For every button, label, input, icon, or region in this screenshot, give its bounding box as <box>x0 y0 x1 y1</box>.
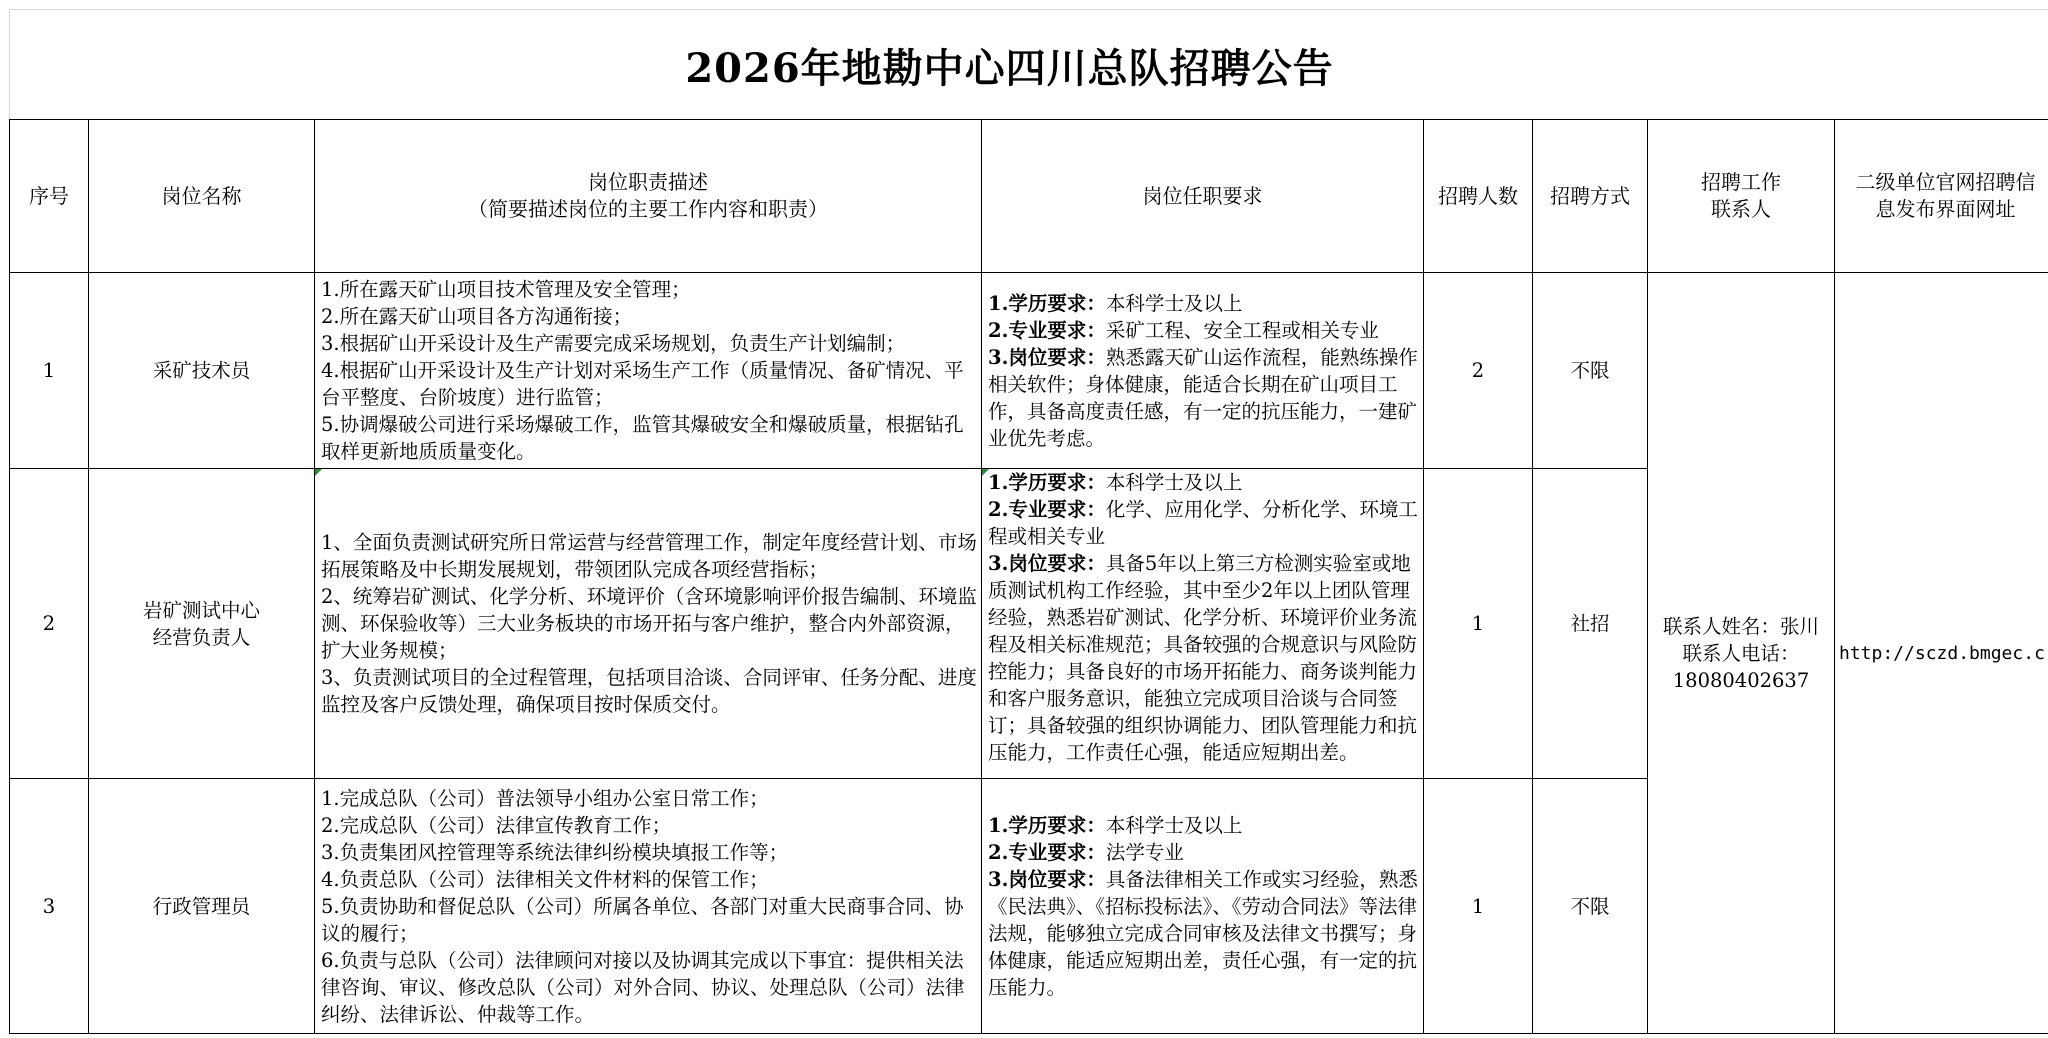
duty-item: 4.负责总队（公司）法律相关文件材料的保管工作； <box>321 867 769 891</box>
duty-item: 3.负责集团风控管理等系统法律纠纷模块填报工作等； <box>321 840 789 864</box>
requirement-text: 法学专业 <box>1105 840 1184 864</box>
duty-item: 2、统筹岩矿测试、化学分析、环境评价（含环境影响评价报告编制、环境监测、环保验收等）三大业务板块的市场开拓与客户维护，整合内外部资源，扩大业务规模； <box>321 585 977 662</box>
duty-item: 2.所在露天矿山项目各方沟通衔接； <box>321 305 633 328</box>
requirement-item <box>988 866 1419 1001</box>
row-position <box>89 469 315 779</box>
header-duties-line1: 岗位职责描述 <box>588 170 708 194</box>
header-contact-line1: 招聘工作 <box>1701 170 1781 194</box>
duty-item: 6.负责与总队（公司）法律顾问对接以及协调其完成以下事宜：提供相关法律咨询、审议、修改总队（公司）对外合同、协议、处理总队（公司）法律纠纷、法律诉讼、仲裁等工作。 <box>321 948 965 1026</box>
row-requirements <box>982 273 1424 469</box>
requirement-label: 3.岗位要求： <box>988 552 1106 575</box>
contact-phone-label: 联系人电话： <box>1682 641 1800 665</box>
row-count: 1 <box>1424 469 1533 779</box>
header-method: 招聘方式 <box>1533 120 1648 273</box>
row-seq: 3 <box>10 779 89 1034</box>
row-position <box>89 273 315 469</box>
duty-item: 2.完成总队（公司）法律宣传教育工作； <box>321 813 672 837</box>
row-requirements <box>982 469 1424 779</box>
requirement-item <box>988 344 1419 452</box>
requirement-label: 1.学历要求： <box>988 471 1106 494</box>
requirement-item <box>988 839 1419 866</box>
url-cell <box>1835 273 2048 1034</box>
requirement-label: 2.专业要求： <box>988 498 1106 521</box>
requirement-text: 本科学士及以上 <box>1105 813 1243 837</box>
header-url-line2: 息发布界面网址 <box>1875 197 2016 221</box>
duty-item: 3.根据矿山开采设计及生产需要完成采场规划，负责生产计划编制； <box>321 332 906 355</box>
page-title: 2026年地勘中心四川总队招聘公告 <box>685 44 1334 92</box>
duty-item: 5.负责协助和督促总队（公司）所属各单位、各部门对重大民商事合同、协议的履行； <box>321 894 964 945</box>
row-count: 1 <box>1424 779 1533 1034</box>
row-duties <box>315 779 982 1034</box>
row-method: 不限 <box>1533 273 1648 469</box>
header-url <box>1835 120 2048 273</box>
requirement-text: 本科学士及以上 <box>1105 291 1243 315</box>
header-contact-line2: 联系人 <box>1711 197 1771 221</box>
requirement-item <box>988 290 1419 317</box>
requirement-text: 具备5年以上第三方检测实验室或地质测试机构工作经验，其中至少2年以上团队管理经验，熟悉岩矿测试、化学分析、环境评价业务流程及相关标准规范；具备较强的合规意识与风险防控能力；具备良好的市场开拓能力、商务谈判能力和客户服务意识，能独立完成项目洽谈与合同签订；具备较强的组织协调能力、团队管理能力和抗压能力，工作责任心强，能适应短期出差。 <box>988 552 1418 764</box>
requirement-label: 1.学历要求： <box>988 291 1106 315</box>
row-method: 社招 <box>1533 469 1648 779</box>
header-seq: 序号 <box>10 120 89 273</box>
recruitment-table <box>9 119 2048 1034</box>
header-row <box>10 120 2048 273</box>
contact-cell <box>1648 273 1835 1034</box>
requirement-item <box>988 812 1419 839</box>
header-requirements: 岗位任职要求 <box>982 120 1424 273</box>
row-duties <box>315 273 982 469</box>
duty-item: 1.完成总队（公司）普法领导小组办公室日常工作； <box>321 786 769 810</box>
header-count: 招聘人数 <box>1424 120 1533 273</box>
duty-item: 5.协调爆破公司进行采场爆破工作，监管其爆破安全和爆破质量，根据钻孔取样更新地质质量变化。 <box>321 413 964 463</box>
row-requirements <box>982 779 1424 1034</box>
position-line1: 采矿技术员 <box>152 359 251 382</box>
requirement-label: 1.学历要求： <box>988 813 1106 837</box>
row-position <box>89 779 315 1034</box>
requirement-label: 3.岗位要求： <box>988 867 1106 891</box>
requirement-text: 采矿工程、安全工程或相关专业 <box>1105 318 1379 342</box>
requirement-text: 具备法律相关工作或实习经验，熟悉《民法典》、《招标投标法》、《劳动合同法》等法律法规，能够独立完成合同审核及法律文书撰写；身体健康，能适应短期出差，责任心强，有一定的抗压能力。 <box>988 867 1418 999</box>
position-line1: 岩矿测试中心 <box>142 598 260 622</box>
duty-item: 1.所在露天矿山项目技术管理及安全管理； <box>321 278 691 301</box>
requirement-item <box>988 550 1419 766</box>
position-line2: 经营负责人 <box>152 625 251 649</box>
row-count: 2 <box>1424 273 1533 469</box>
header-position: 岗位名称 <box>89 120 315 273</box>
duty-item: 1、全面负责测试研究所日常运营与经营管理工作，制定年度经营计划、市场拓展策略及中长期发展规划，带领团队完成各项经营指标； <box>321 531 977 581</box>
duty-item: 3、负责测试项目的全过程管理，包括项目洽谈、合同评审、任务分配、进度监控及客户反馈处理，确保项目按时保质交付。 <box>321 666 977 716</box>
requirement-label: 2.专业要求： <box>988 840 1106 864</box>
position-line1: 行政管理员 <box>152 894 251 918</box>
requirement-text: 化学、应用化学、分析化学、环境工程或相关专业 <box>988 498 1418 548</box>
title-area <box>9 9 2048 120</box>
header-duties-line2: （简要描述岗位的主要工作内容和职责） <box>468 197 828 221</box>
requirement-item <box>988 469 1419 496</box>
row-seq: 2 <box>10 469 89 779</box>
header-contact <box>1648 120 1835 273</box>
contact-phone: 18080402637 <box>1672 668 1810 692</box>
table-row <box>10 273 2048 469</box>
row-method: 不限 <box>1533 779 1648 1034</box>
requirement-label: 2.专业要求： <box>988 318 1106 342</box>
recruitment-url: http://sczd.bmgec.c <box>1839 642 2045 664</box>
requirement-label: 3.岗位要求： <box>988 345 1106 369</box>
contact-name: 联系人姓名：张川 <box>1662 614 1819 638</box>
requirement-item <box>988 496 1419 550</box>
header-duties <box>315 120 982 273</box>
header-url-line1: 二级单位官网招聘信 <box>1855 170 2036 194</box>
row-seq: 1 <box>10 273 89 469</box>
row-duties <box>315 469 982 779</box>
requirement-item <box>988 317 1419 344</box>
requirement-text: 本科学士及以上 <box>1105 471 1243 494</box>
duty-item: 4.根据矿山开采设计及生产计划对采场生产工作（质量情况、备矿情况、平台平整度、台阶坡度）进行监管； <box>321 359 964 409</box>
requirement-text: 熟悉露天矿山运作流程，能熟练操作相关软件；身体健康，能适合长期在矿山项目工作，具备高度责任感，有一定的抗压能力，一建矿业优先考虑。 <box>988 345 1418 450</box>
